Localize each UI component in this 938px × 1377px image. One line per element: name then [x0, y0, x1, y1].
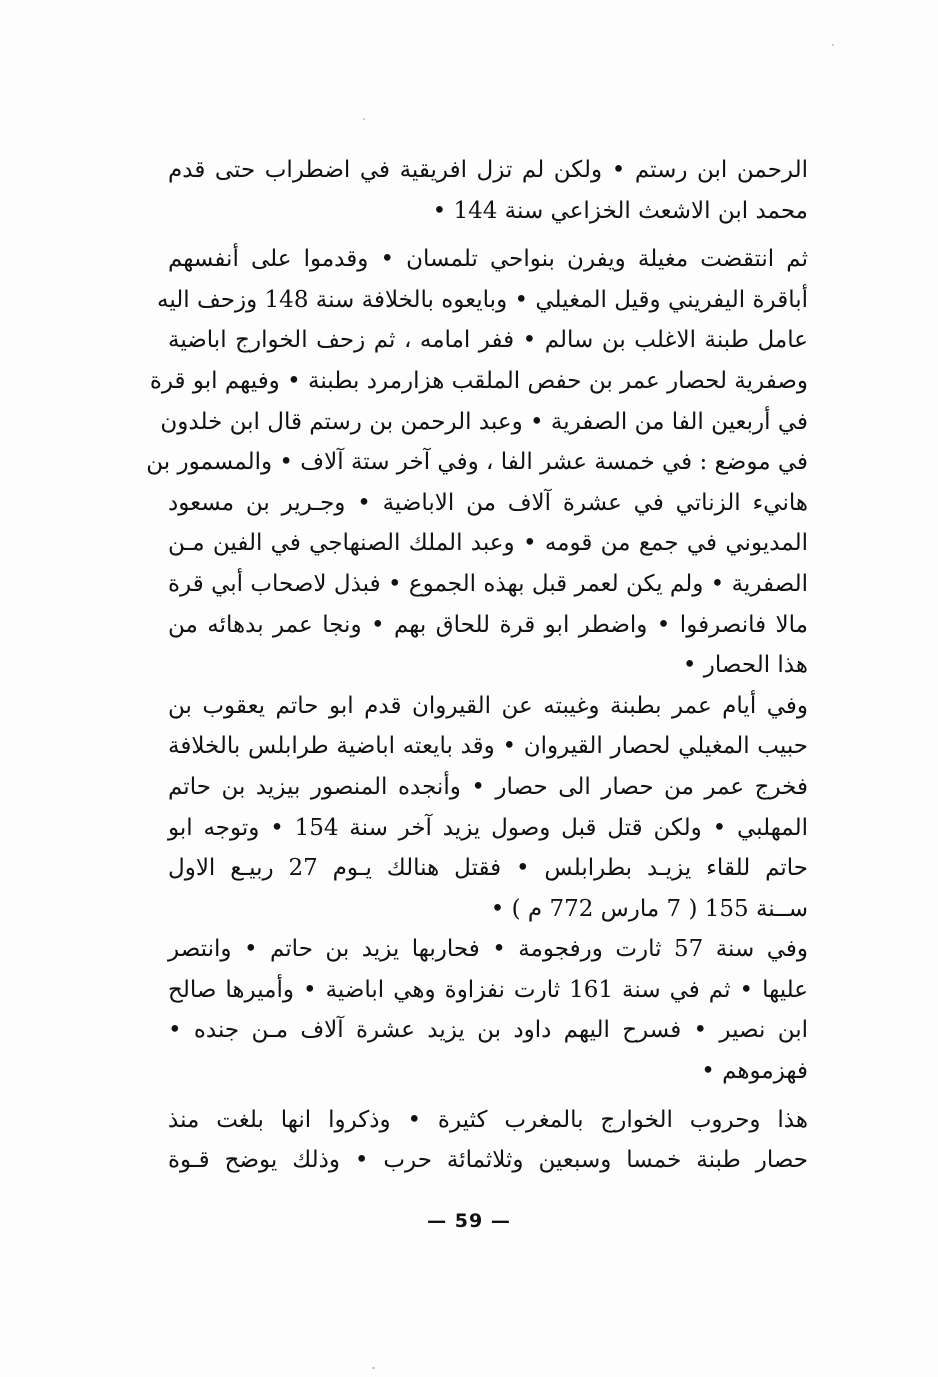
text-line: ثم انتقضت مغيلة ويفرن بنواحي تلمسان • وقدموا على أنفسهم — [168, 246, 808, 273]
text-line: هانيء الزناتي في عشرة آلاف من الاباضية • وجـرير بن مسعود — [168, 489, 808, 516]
paragraph-gap — [168, 1092, 808, 1100]
scan-speck — [372, 1367, 375, 1369]
text-line: محمد ابن الاشعث الخزاعي سنة 144 • — [432, 197, 808, 224]
text-line: فخرج عمر من حصار الى حصار • وأنجده المنصور بيزيد بن حاتم — [168, 773, 808, 800]
page-number: — 59 — — [427, 1210, 511, 1232]
text-line: عليها • ثم في سنة 161 ثارت نفزاوة وهي اباضية • وأميرها صالح — [168, 976, 808, 1003]
text-line: الرحمن ابن رستم • ولكن لم تزل افريقية في اضطراب حتى قدم — [168, 157, 808, 183]
text-line: في أربعين الفا من الصفرية • وعبد الرحمن بن رستم قال ابن خلدون — [160, 408, 808, 435]
text-line: ابن نصير • فسرح اليهم داود بن يزيد عشرة آلاف مـن جنده • — [168, 1017, 808, 1044]
text-line: حبيب المغيلي لحصار القيروان • وقد بايعته اباضية طرابلس بالخلافة — [168, 733, 808, 760]
text-line: هذا الحصار • — [682, 652, 808, 679]
text-line: وفي سنة 57 ثارت ورفجومة • فحاربها يزيد بن حاتم • وانتصر — [168, 936, 809, 963]
scan-speck — [832, 44, 834, 46]
text-line: المهلبي • ولكن قتل قبل وصول يزيد آخر سنة 154 • وتوجه ابو — [168, 814, 808, 841]
text-line: المديوني في جمع من قومه • وعبد الملك الصنهاجي في الفين مـن — [168, 530, 808, 557]
text-line: وفي أيام عمر بطبنة وغيبته عن القيروان قدم ابو حاتم يعقوب بن — [168, 692, 808, 719]
text-line: حصار طبنة خمسا وسبعين وثلاثمائة حرب • وذلك يوضح قـوة — [168, 1147, 808, 1174]
paragraph-gap — [168, 231, 808, 239]
text-line: مالا فانصرفوا • واضطر ابو قرة للحاق بهم • ونجا عمر بدهائه من — [168, 611, 808, 638]
text-line: فهزموهم • — [701, 1058, 808, 1085]
text-line: حاتم للقاء يزيـد بطرابلس • فقتل هنالك يـوم 27 ربيـع الاول — [168, 855, 808, 882]
text-line: في موضع : في خمسة عشر الفا ، وفي آخر ستة آلاف • والمسمور بن — [146, 449, 808, 476]
text-line: ســنة 155 ( 7 مارس 772 م ) • — [490, 895, 808, 922]
text-line: وصفرية لحصار عمر بن حفص الملقب هزارمرد بطبنة • وفيهم ابو قرة — [149, 367, 808, 394]
body-text — [146, 150, 809, 1181]
scan-speck — [363, 118, 365, 120]
text-line: أباقرة اليفريني وقيل المغيلي • وبايعوه بالخلافة سنة 148 وزحف اليه — [157, 286, 808, 313]
text-line: هذا وحروب الخوارج بالمغرب كثيرة • وذكروا انها بلغت منذ — [168, 1106, 808, 1133]
text-line: عامل طبنة الاغلب بن سالم • ففر امامه ، ثم زحف الخوارج اباضية — [168, 327, 808, 354]
text-line: الصفرية • ولم يكن لعمر قبل بهذه الجموع • فبذل لاصحاب أبي قرة — [168, 570, 808, 597]
